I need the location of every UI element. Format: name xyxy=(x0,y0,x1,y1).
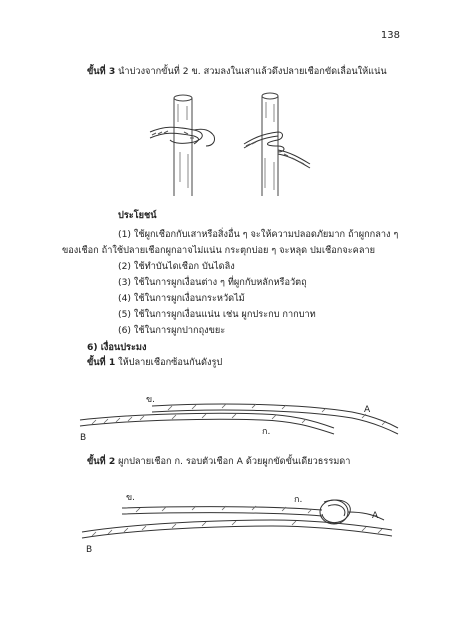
section6-heading: 6) เงื่อนประมง xyxy=(87,342,147,353)
figure2-label-a: A xyxy=(372,511,379,521)
page-number: 138 xyxy=(380,30,400,41)
figure1-label-kh: ข. xyxy=(146,395,156,405)
benefit-item-1-line-2: ของเชือก ถ้าใช้ปลายเชือกผูกอาจไม่แน่น กระตุกบ่อย ๆ จะหลุด ปมเชือกจะคลาย xyxy=(62,245,375,256)
figure1-label-a: A xyxy=(364,405,371,415)
step3-label: ขั้นที่ 3 xyxy=(87,66,116,77)
left-post xyxy=(174,95,192,196)
section6-step2-text: ผูกปลายเชือก ก. รอบตัวเชือก A ด้วยผูกขัดขั้นเดียวธรรมดา xyxy=(118,456,351,467)
step3-line xyxy=(87,66,387,78)
figure2-label-kh: ข. xyxy=(126,493,136,503)
benefit-item-3: (3) ใช้ในการผูกเงื่อนต่าง ๆ ที่ผูกกับหลักหรือวัตถุ xyxy=(118,277,307,288)
left-rope xyxy=(150,127,215,146)
figure1-label-b: B xyxy=(80,433,87,443)
right-post xyxy=(262,93,278,196)
benefit-item-5: (5) ใช้ในการผูกเงื่อนแน่น เช่น ผูกประกบ กากบาท xyxy=(118,309,316,320)
overlapping-ropes-figure xyxy=(72,388,402,448)
benefits-heading: ประโยชน์ xyxy=(118,210,157,221)
benefit-item-1-line-1: (1) ใช้ผูกเชือกกับเสาหรือสิ่งอื่น ๆ จะให้ความปลอดภัยมาก ถ้าผูกกลาง ๆ xyxy=(118,229,399,240)
section6-step2-line xyxy=(87,456,350,468)
right-rope xyxy=(244,132,310,168)
figure2-label-k: ก. xyxy=(294,495,303,505)
benefit-item-6: (6) ใช้ในการผูกปากถุงขยะ xyxy=(118,325,226,336)
fishermans-knot-figure xyxy=(72,480,402,560)
benefit-item-2: (2) ใช้ทำบันไดเชือก บันไดลิง xyxy=(118,261,235,272)
figure1-label-k: ก. xyxy=(262,427,271,437)
clove-hitch-posts-figure xyxy=(144,92,324,202)
section6-step1-text: ให้ปลายเชือกซ้อนกันดังรูป xyxy=(118,357,223,368)
benefit-item-4: (4) ใช้ในการผูกเงื่อนกระหวัดไม้ xyxy=(118,293,245,304)
section6-step1-line xyxy=(87,357,222,369)
section6-step2-label: ขั้นที่ 2 xyxy=(87,456,116,467)
section6-step1-label: ขั้นที่ 1 xyxy=(87,357,116,368)
step3-text: นำบ่วงจากขั้นที่ 2 ข. สวมลงในเสาแล้วดึงปลายเชือกขัดเลื่อนให้แน่น xyxy=(118,66,387,77)
figure2-label-b: B xyxy=(86,545,93,555)
